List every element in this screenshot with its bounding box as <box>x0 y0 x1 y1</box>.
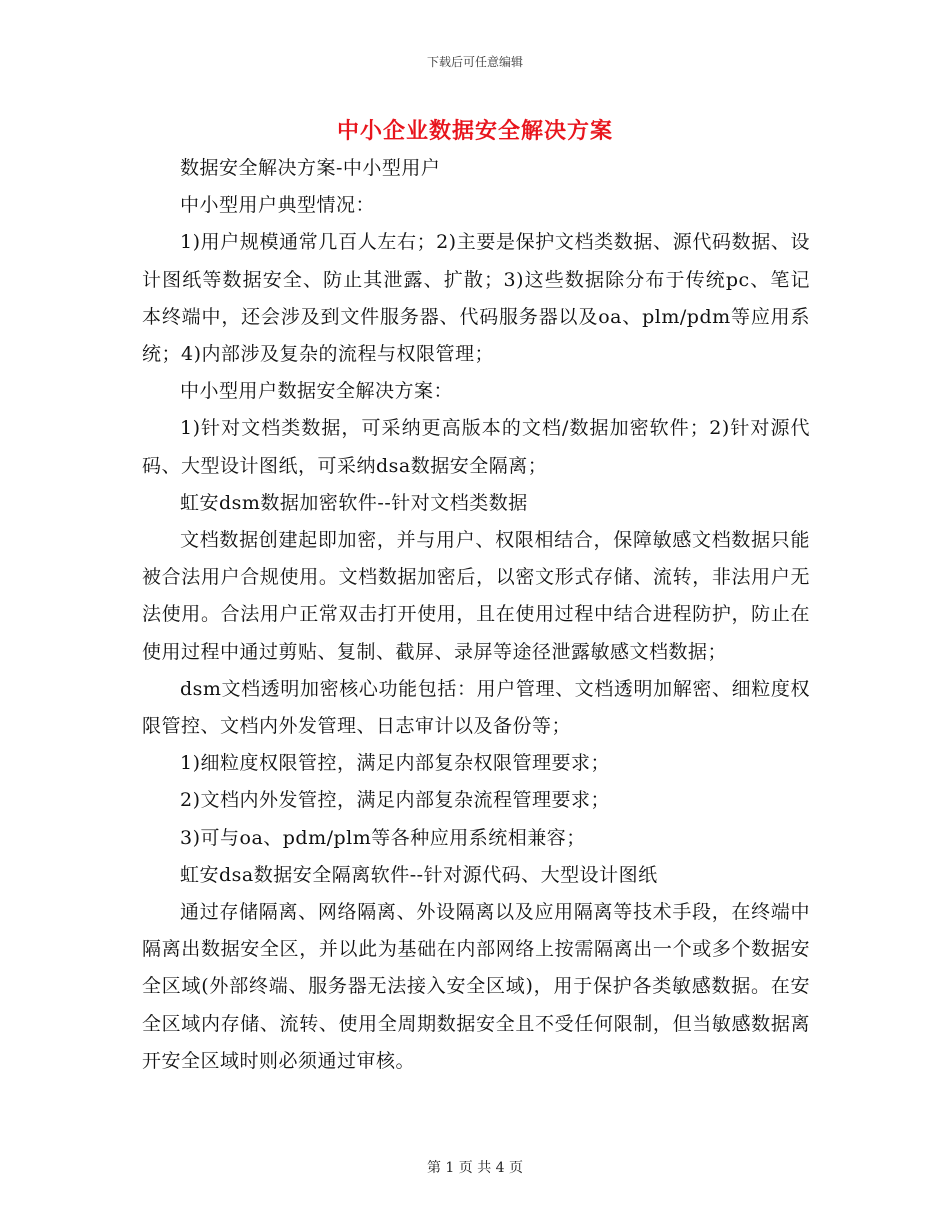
paragraph: 虹安dsa数据安全隔离软件--针对源代码、大型设计图纸 <box>180 863 658 886</box>
paragraph: 1)细粒度权限管控，满足内部复杂权限管理要求； <box>180 752 611 775</box>
page-header-note: 下载后可任意编辑 <box>426 55 523 69</box>
page-number-footer: 第 1 页 共 4 页 <box>426 1160 524 1176</box>
paragraph: 中小型用户典型情况： <box>180 194 376 217</box>
paragraph: 文档数据创建起即加密，并与用户、权限相结合，保障敏感文档数据只能被合法用户合规使用。文档数据加密后，以密文形式存储、流转，非法用户无法使用。合法用户正常双击打开使用，且在使用过程中结合进程防护，防止在使用过程中通过剪贴、复制、截屏、录屏等途径泄露敏感文档数据； <box>142 529 810 663</box>
paragraph: 通过存储隔离、网络隔离、外设隔离以及应用隔离等技术手段，在终端中隔离出数据安全区，并以此为基础在内部网络上按需隔离出一个或多个数据安全区域(外部终端、服务器无法接入安全区域)，用于保护各类敏感数据。在安全区域内存储、流转、使用全周期数据安全且不受任何限制，但当敏感数据离开安全区域时则必须通过审核。 <box>142 901 810 1072</box>
paragraph: 3)可与oa、pdm/plm等各种应用系统相兼容； <box>180 826 586 849</box>
paragraph: 虹安dsm数据加密软件--针对文档类数据 <box>180 491 528 514</box>
paragraph: 1)用户规模通常几百人左右；2)主要是保护文档类数据、源代码数据、设计图纸等数据安全、防止其泄露、扩散；3)这些数据除分布于传统pc、笔记本终端中，还会涉及到文件服务器、代码服务器以及oa、plm/pdm等应用系统；4)内部涉及复杂的流程与权限管理； <box>142 231 810 366</box>
paragraph: 2)文档内外发管控，满足内部复杂流程管理要求； <box>180 789 611 812</box>
paragraph: 数据安全解决方案-中小型用户 <box>180 157 441 179</box>
paragraph: 中小型用户数据安全解决方案： <box>180 380 454 403</box>
paragraph: 1)针对文档类数据，可采纳更高版本的文档/数据加密软件；2)针对源代码、大型设计图纸，可采纳dsa数据安全隔离； <box>142 417 810 477</box>
paragraph: dsm文档透明加密核心功能包括：用户管理、文档透明加解密、细粒度权限管控、文档内外发管理、日志审计以及备份等； <box>142 677 810 738</box>
document-title: 中小企业数据安全解决方案 <box>336 118 613 144</box>
document-body <box>142 150 810 1080</box>
